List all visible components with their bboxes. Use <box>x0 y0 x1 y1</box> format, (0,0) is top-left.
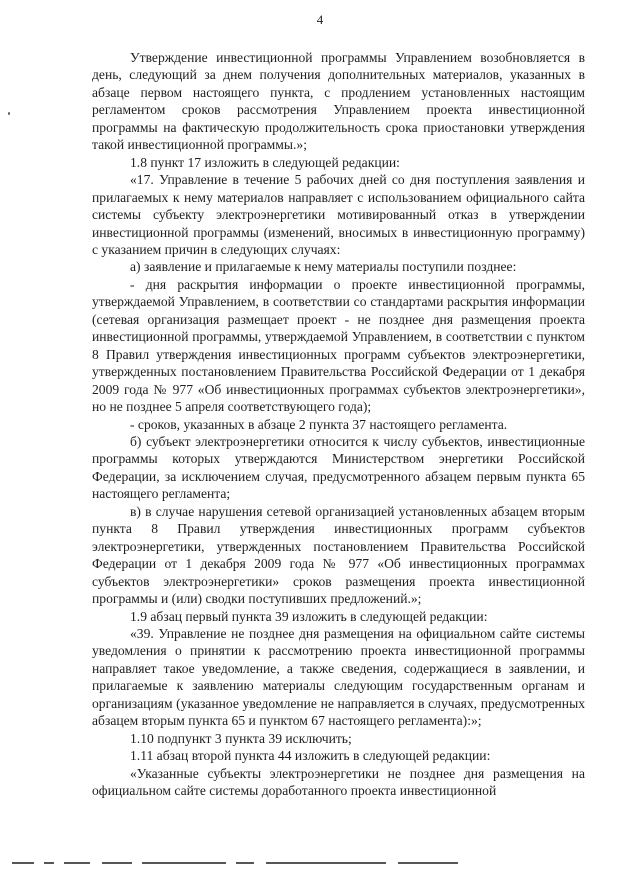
document-body <box>92 49 585 799</box>
paragraph-6: - сроков, указанных в абзаце 2 пункта 37 настоящего регламента. <box>130 416 508 432</box>
paragraph-1: Утверждение инвестиционной программы Управлением возобновляется в день, следующий за днем получения дополнительных материалов, указанных в абзаце первом настоящего пункта, с продлением установленных настоящим регламентом сроков рассмотрения Управлением проекта инвестиционной программы на фактическую продолжительность срока приостановки утверждения такой инвестиционной программы.»; <box>92 50 585 153</box>
scan-artifact-dash <box>398 862 458 864</box>
paragraph-13: «Указанные субъекты электроэнергетики не позднее дня размещения на официальном сайте системы доработанного проекта инвестиционной <box>92 765 585 799</box>
scan-artifact-dash <box>64 862 90 864</box>
scan-artifact-dash <box>142 862 226 864</box>
paragraph-2: 1.8 пункт 17 изложить в следующей редакции: <box>130 154 400 170</box>
paragraph-7: б) субъект электроэнергетики относится к числу субъектов, инвестиционные программы которых утверждаются Министерством энергетики Российской Федерации, за исключением случая, предусмотренного абзацем первым пункта 65 настоящего регламента; <box>92 433 585 502</box>
paragraph-5: - дня раскрытия информации о проекте инвестиционной программы, утверждаемой Управлением, в соответствии со стандартами раскрытия информации (сетевая организация размещает проект - не позднее дня размещения проекта инвестиционной программы, утверждаемой Управлением, в соответствии с пунктом 8 Правил утверждения инвестиционных программ субъектов электроэнергетики, утвержденных постановлением Правительства Российской Федерации от 1 декабря 2009 года № 977 «Об инвестиционных программах субъектов электроэнергетики», но не позднее 5 апреля соответствующего года); <box>92 276 585 415</box>
paragraph-9: 1.9 абзац первый пункта 39 изложить в следующей редакции: <box>130 608 488 624</box>
paragraph-10: «39. Управление не позднее дня размещения на официальном сайте системы уведомления о принятии к рассмотрению проекта инвестиционной программы направляет такое уведомление, а также сведения, содержащиеся в заявлении, и прилагаемые к заявлению материалы следующим государственным органам и организациям (указанное уведомление не направляется в случаях, предусмотренных абзацем вторым пункта 65 и пунктом 67 настоящего регламента):»; <box>92 625 585 729</box>
paragraph-8: в) в случае нарушения сетевой организацией установленных абзацем вторым пункта 8 Правил утверждения инвестиционных программ субъектов электроэнергетики, утвержденных постановлением Правительства Российской Федерации от 1 декабря 2009 года № 977 «Об инвестиционных программах субъектов электроэнергетики» сроков размещения проекта инвестиционной программы и (или) сводки поступивших предложений.»; <box>92 503 585 607</box>
paragraph-12: 1.11 абзац второй пункта 44 изложить в следующей редакции: <box>130 748 491 764</box>
scan-artifact-dash <box>236 862 254 864</box>
scan-artifact-dash <box>44 862 54 864</box>
scan-artifact-dash <box>12 862 34 864</box>
page-number: 4 <box>316 12 324 27</box>
paragraph-11: 1.10 подпункт 3 пункта 39 исключить; <box>130 730 352 746</box>
scan-speck <box>8 112 10 115</box>
scan-artifact-dash <box>266 862 386 864</box>
paragraph-4: а) заявление и прилагаемые к нему материалы поступили позднее: <box>130 259 517 275</box>
paragraph-3: «17. Управление в течение 5 рабочих дней со дня поступления заявления и прилагаемых к нему материалов направляет с использованием официального сайта системы субъекту электроэнергетики мотивированный отказ в утверждении инвестиционной программы (изменений, вносимых в инвестиционную программу) с указанием причин в следующих случаях: <box>92 172 585 257</box>
scan-artifact-dash <box>102 862 132 864</box>
